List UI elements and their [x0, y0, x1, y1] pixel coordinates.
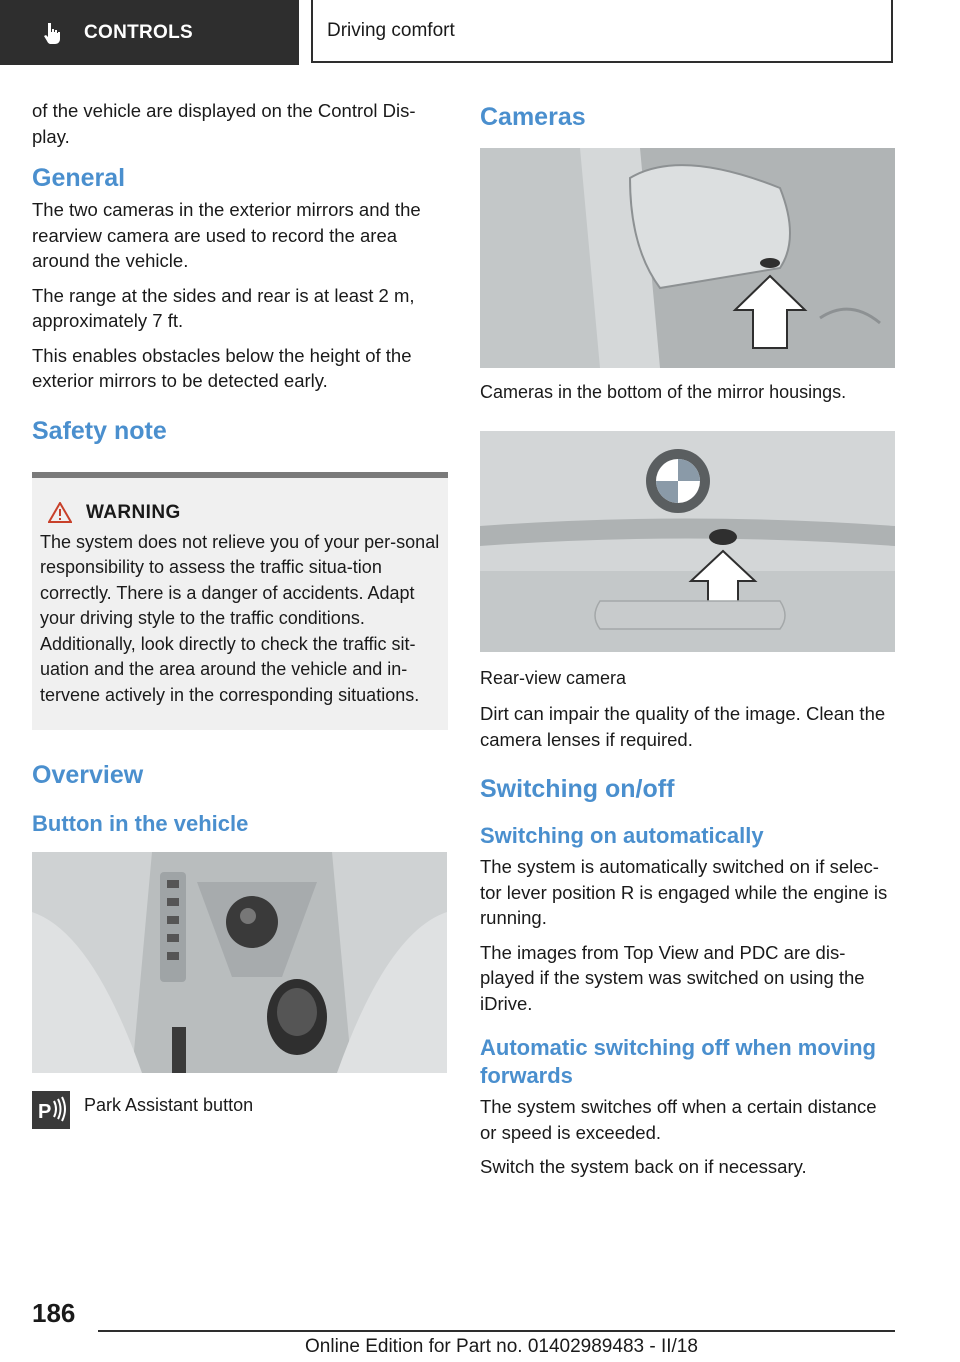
subsection-tab: [311, 0, 893, 63]
left-column: [32, 98, 448, 1129]
right-column: [480, 98, 896, 1189]
cameras-heading: Cameras: [480, 103, 586, 131]
general-paragraph: The range at the sides and rear is at least 2 m, approximately 7 ft.: [32, 284, 415, 331]
footer-divider: [98, 1330, 895, 1332]
rear-caption: Rear-view camera: [480, 668, 627, 688]
general-paragraph: This enables obstacles below the height of the exterior mirrors to be detected early.: [32, 344, 412, 391]
dirt-paragraph: Dirt can impair the quality of the image. Clean the camera lenses if required.: [480, 703, 886, 750]
svg-text:P: P: [38, 1101, 52, 1123]
auto-off-paragraph: Switch the system back on if necessary.: [480, 1156, 807, 1177]
auto-on-paragraph: The system is automatically switched on if selec‐tor lever position R is engaged while the engine is running.: [480, 856, 888, 928]
switch-heading: Switching on/off: [480, 775, 675, 803]
general-paragraph: The two cameras in the exterior mirrors and the rearview camera are used to record the area around the vehicle.: [32, 199, 421, 271]
warning-text: The system does not relieve you of your per‐sonal responsibility to assess the traffic situa‐tion correctly. There is a danger of accidents. Adapt your driving style to the traffic conditions. Additionally, look directly to check the traffic sit‐uation and the area around the vehicle and in‐tervene actively in the corresponding situations.: [40, 531, 440, 705]
safety-heading: Safety note: [32, 416, 167, 445]
auto-off-paragraph: The system switches off when a certain distance or speed is exceeded.: [480, 1096, 877, 1143]
page-number: 186: [32, 1298, 76, 1328]
warning-triangle-icon: [48, 502, 72, 523]
mirror-caption: Cameras in the bottom of the mirror housings.: [480, 382, 847, 402]
warning-header: [40, 502, 440, 524]
section-title: CONTROLS: [84, 21, 194, 43]
auto-off-heading: Automatic switching off when moving forwards: [480, 1035, 876, 1088]
mirror-illustration: [480, 148, 895, 368]
rear-illustration: [480, 431, 895, 652]
rear-camera-image: [480, 431, 895, 652]
park-assistant-caption: Park Assistant button: [84, 1095, 254, 1115]
auto-on-paragraph: The images from Top View and PDC are dis‐played if the system was switched on using the iDrive.: [480, 941, 865, 1014]
warning-label: WARNING: [86, 501, 181, 523]
warning-box: [32, 472, 448, 731]
hand-pointer-icon: [40, 21, 64, 45]
auto-on-heading: Switching on automatically: [480, 823, 764, 848]
console-illustration: [32, 852, 447, 1073]
button-heading: Button in the vehicle: [32, 811, 249, 836]
mirror-camera-image: [480, 148, 895, 368]
intro-text: of the vehicle are displayed on the Control Dis‐play.: [32, 100, 416, 147]
park-assist-legend: [32, 1091, 448, 1129]
overview-heading: Overview: [32, 761, 144, 789]
edition-text: Online Edition for Part no. 01402989483 - II/18: [305, 1336, 698, 1357]
console-image: [32, 852, 447, 1073]
general-heading: General: [32, 164, 126, 192]
subsection-title: Driving comfort: [327, 19, 455, 41]
park-assistant-icon: [32, 1091, 70, 1129]
section-tab: [0, 0, 299, 65]
